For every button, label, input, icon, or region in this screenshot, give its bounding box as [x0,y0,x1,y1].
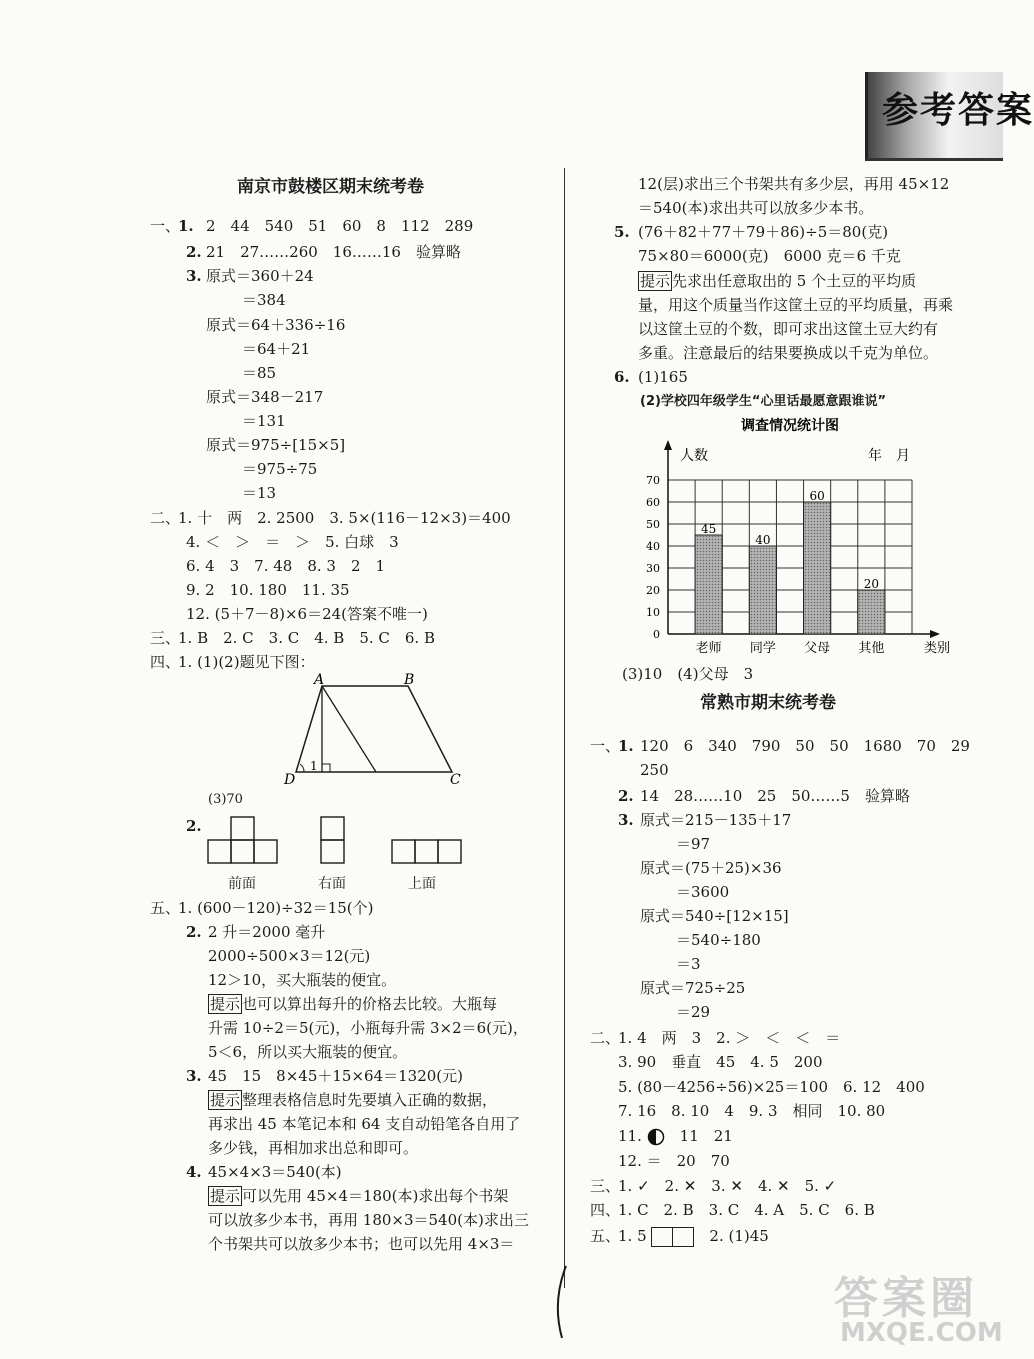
q2-num: 2. [618,787,634,805]
calc-line: 原式＝725÷25 [640,979,746,997]
x-tick-label: 父母 [804,641,831,656]
q2-answer: 21 27……260 16……16 验算略 [206,243,461,261]
sec2-label: 二、 [150,509,181,527]
answer-line: 12. ＝ 20 70 [618,1152,730,1170]
view-label-top: 上面 [408,876,436,892]
answer-line: 120 6 340 790 50 50 1680 70 29 [640,737,970,755]
answer-line: 12. (5＋7－8)×6＝24(答案不唯一) [186,605,428,623]
vertex-d: D [284,772,296,788]
chart-ylabel: 人数 [680,448,708,464]
bar-父母 [804,502,831,634]
answer-line: 1. (600－120)÷32＝15(个) [178,899,374,917]
answer-line: 2000÷500×3＝12(元) [208,947,371,965]
hint-tag: 提示 [210,995,241,1013]
answer-line: 45 15 8×45＋15×64＝1320(元) [208,1067,463,1085]
answer-header-label: 参考答案 [882,90,1034,131]
answer-line: 1. 十 两 2. 2500 3. 5×(116－12×3)＝400 [178,509,511,527]
answer-line: 9. 2 10. 180 11. 35 [186,581,350,599]
y-tick-label: 60 [646,496,660,509]
calc-line: ＝13 [242,484,277,502]
vertex-b: B [404,672,415,688]
front-view [208,817,277,863]
hint-tag: 提示 [210,1091,241,1109]
answer-line: ＝540(本)求出共可以放多少本书。 [638,199,874,217]
vertex-a: A [314,672,325,688]
x-tick-label: 同学 [749,641,776,656]
q2-num: 2. [186,923,202,941]
calc-line: ＝29 [676,1003,711,1021]
answer-line: 5＜6，所以买大瓶装的便宜。 [208,1043,408,1061]
hint-text: 可以先用 45×4＝180(本)求出每个书架 [242,1187,509,1205]
three-views-figure [200,812,480,872]
hint-tag: 提示 [210,1187,241,1205]
right-section-title: 常熟市期末统考卷 [700,693,836,713]
answer-line: 75×80＝6000(克) 6000 克＝6 千克 [638,247,901,265]
q1-num: 1. [178,217,194,235]
hint-text: 先求出任意取出的 5 个土豆的平均质 [672,272,917,290]
y-tick-label: 40 [646,540,660,553]
calc-line: 原式＝360＋24 [206,267,314,285]
answer-line: 12(层)求出三个书架共有多少层，再用 45×12 [638,175,950,193]
answer-line: (76＋82＋77＋79＋86)÷5＝80(克) [638,223,889,241]
calc-line: ＝85 [242,364,277,382]
y-tick-label: 50 [646,518,660,531]
answer-line: 个书架共可以放多少本书；也可以先用 4×3＝ [208,1235,515,1253]
answer-line: 2 升＝2000 毫升 [208,923,326,941]
answer-line: 3. 90 垂直 45 4. 5 200 [618,1053,823,1071]
answer-line: (1)165 [638,368,688,386]
q1-answer: 2 44 540 51 60 8 112 289 [206,217,474,235]
bar-其他 [858,590,885,634]
answer-line: 1. C 2. B 3. C 4. A 5. C 6. B [618,1201,875,1219]
answer-box [673,1227,694,1247]
answer-line: 量，用这个质量当作这筐土豆的平均质量，再乘 [638,296,954,314]
q5-num: 5. [614,223,630,241]
hint-line [208,1184,508,1208]
x-tick-label: 其他 [858,641,885,656]
answer-line: 可以放多少本书，再用 180×3＝540(本)求出三 [208,1211,529,1229]
answer-line: 多重。注意最后的结果要换成以千克为单位。 [638,344,939,362]
answer-line [618,1224,769,1248]
x-axis-arrow [930,630,940,638]
bar-value-label: 45 [701,522,717,536]
sec1-label: 一、 [150,217,181,235]
sec4-label: 四、 [150,653,181,671]
hint-line [208,992,497,1016]
right-view [321,817,344,863]
calc-line: 原式＝(75＋25)×36 [640,859,782,877]
sec5-label: 五、 [150,899,181,917]
y-tick-label: 10 [646,606,660,619]
left-section-title: 南京市鼓楼区期末统考卷 [237,177,424,197]
sec2-label: 二、 [590,1029,621,1047]
calc-line: ＝64＋21 [242,340,311,358]
answer-line: 多少钱，再相加求出总和即可。 [208,1139,419,1157]
answer-line: (3)70 [208,792,243,807]
sec5-label: 五、 [590,1227,621,1245]
answer-line: 6. 4 3 7. 48 8. 3 2 1 [186,557,386,575]
q4-num: 4. [186,1163,202,1181]
calc-line: ＝540÷180 [676,931,761,949]
chart-date-label: 年 月 [868,448,910,464]
answer-line: 1. B 2. C 3. C 4. B 5. C 6. B [178,629,435,647]
parallel-line [322,686,376,772]
top-view [392,840,461,863]
answer-line: 以这筐土豆的个数，即可求出这筐土豆大约有 [638,320,939,338]
q2-num: 2. [186,817,202,835]
sec3-label: 三、 [150,629,181,647]
answer-line: 升需 10÷2＝5(元)，小瓶每升需 3×2＝6(元)， [208,1019,528,1037]
calc-line: ＝384 [242,291,286,309]
q6-num: 6. [614,368,630,386]
answer-line: 1. 4 两 3 2. ＞ ＜ ＜ ＝ [618,1029,841,1047]
hint-line [638,269,916,293]
angle-label: 1 [310,759,318,773]
watermark-url: MXQE.COM [840,1318,1003,1348]
bar-value-label: 40 [755,533,771,547]
calc-line: ＝3600 [676,883,730,901]
x-tick-label: 老师 [695,641,722,656]
angle-arc [300,764,304,772]
column-divider [564,168,565,1288]
answer-line: 再求出 45 本笔记本和 64 支自动铅笔各自用了 [208,1115,521,1133]
sec1-label: 一、 [590,737,621,755]
answer-line: 45×4×3＝540(本) [208,1163,342,1181]
chart-title: 调查情况统计图 [741,418,839,434]
calc-line: 原式＝975÷[15×5] [206,436,346,454]
sec3-label: 三、 [590,1177,621,1195]
y-tick-label: 0 [653,628,660,641]
vertex-c: C [450,772,461,788]
answer-line: 250 [640,761,669,779]
chart-caption: (2)学校四年级学生“心里话最愿意跟谁说” [640,394,887,409]
bar-同学 [749,546,776,634]
bar-value-label: 60 [809,489,825,503]
sec4-label: 四、 [590,1201,621,1219]
q3-num: 3. [618,811,634,829]
calc-line: 原式＝540÷[12×15] [640,907,789,925]
answer-line: 4. ＜ ＞ ＝ ＞ 5. 白球 3 [186,533,399,551]
y-tick-label: 30 [646,562,660,575]
q11-answer: 11 21 [679,1127,733,1145]
bar-老师 [695,535,722,634]
calc-line: ＝3 [676,955,701,973]
bar-chart [612,412,962,662]
trapezoid-figure [280,672,480,788]
view-label-right: 右面 [318,876,346,892]
hint-tag: 提示 [640,272,671,290]
trapezoid-shape [296,686,452,772]
y-axis-arrow [664,440,672,450]
hint-text: 也可以算出每升的价格去比较。大瓶每 [242,995,498,1013]
q1-answer: 1. 5 [618,1227,647,1245]
calc-line: 原式＝215－135＋17 [640,811,792,829]
q2-answer: 2. (1)45 [709,1227,769,1245]
q2-num: 2. [186,243,202,261]
calc-line: ＝131 [242,412,286,430]
half-moon-icon [647,1128,665,1146]
bar-value-label: 20 [863,577,879,591]
chart-xlabel: 类别 [924,641,951,656]
answer-box [651,1227,673,1247]
y-tick-label: 70 [646,474,660,487]
answer-line [618,1124,733,1148]
hint-text: 整理表格信息时先要填入正确的数据， [242,1091,498,1109]
q3-num: 3. [186,267,202,285]
answer-line: 1. ✓ 2. ✕ 3. ✕ 4. ✕ 5. ✓ [618,1177,837,1195]
bracket-mark [548,1262,572,1342]
hint-line [208,1088,497,1112]
calc-line: ＝975÷75 [242,460,318,478]
view-label-front: 前面 [228,876,256,892]
answer-line: (3)10 (4)父母 3 [622,665,754,683]
y-tick-label: 20 [646,584,660,597]
right-angle-mark [322,764,330,772]
answer-line: 5. (80－4256÷56)×25＝100 6. 12 400 [618,1078,925,1096]
answer-line: 1. (1)(2)题见下图： [178,653,315,671]
q11-num: 11. [618,1127,642,1145]
answer-line: 12＞10，买大瓶装的便宜。 [208,971,397,989]
calc-line: 原式＝64＋336÷16 [206,316,346,334]
calc-line: 原式＝348－217 [206,388,324,406]
answer-line: 14 28……10 25 50……5 验算略 [640,787,910,805]
watermark-logo: 答案圈 [834,1273,978,1324]
answer-line: 7. 16 8. 10 4 9. 3 相同 10. 80 [618,1102,886,1120]
q1-num: 1. [618,737,634,755]
q3-num: 3. [186,1067,202,1085]
calc-line: ＝97 [676,835,711,853]
